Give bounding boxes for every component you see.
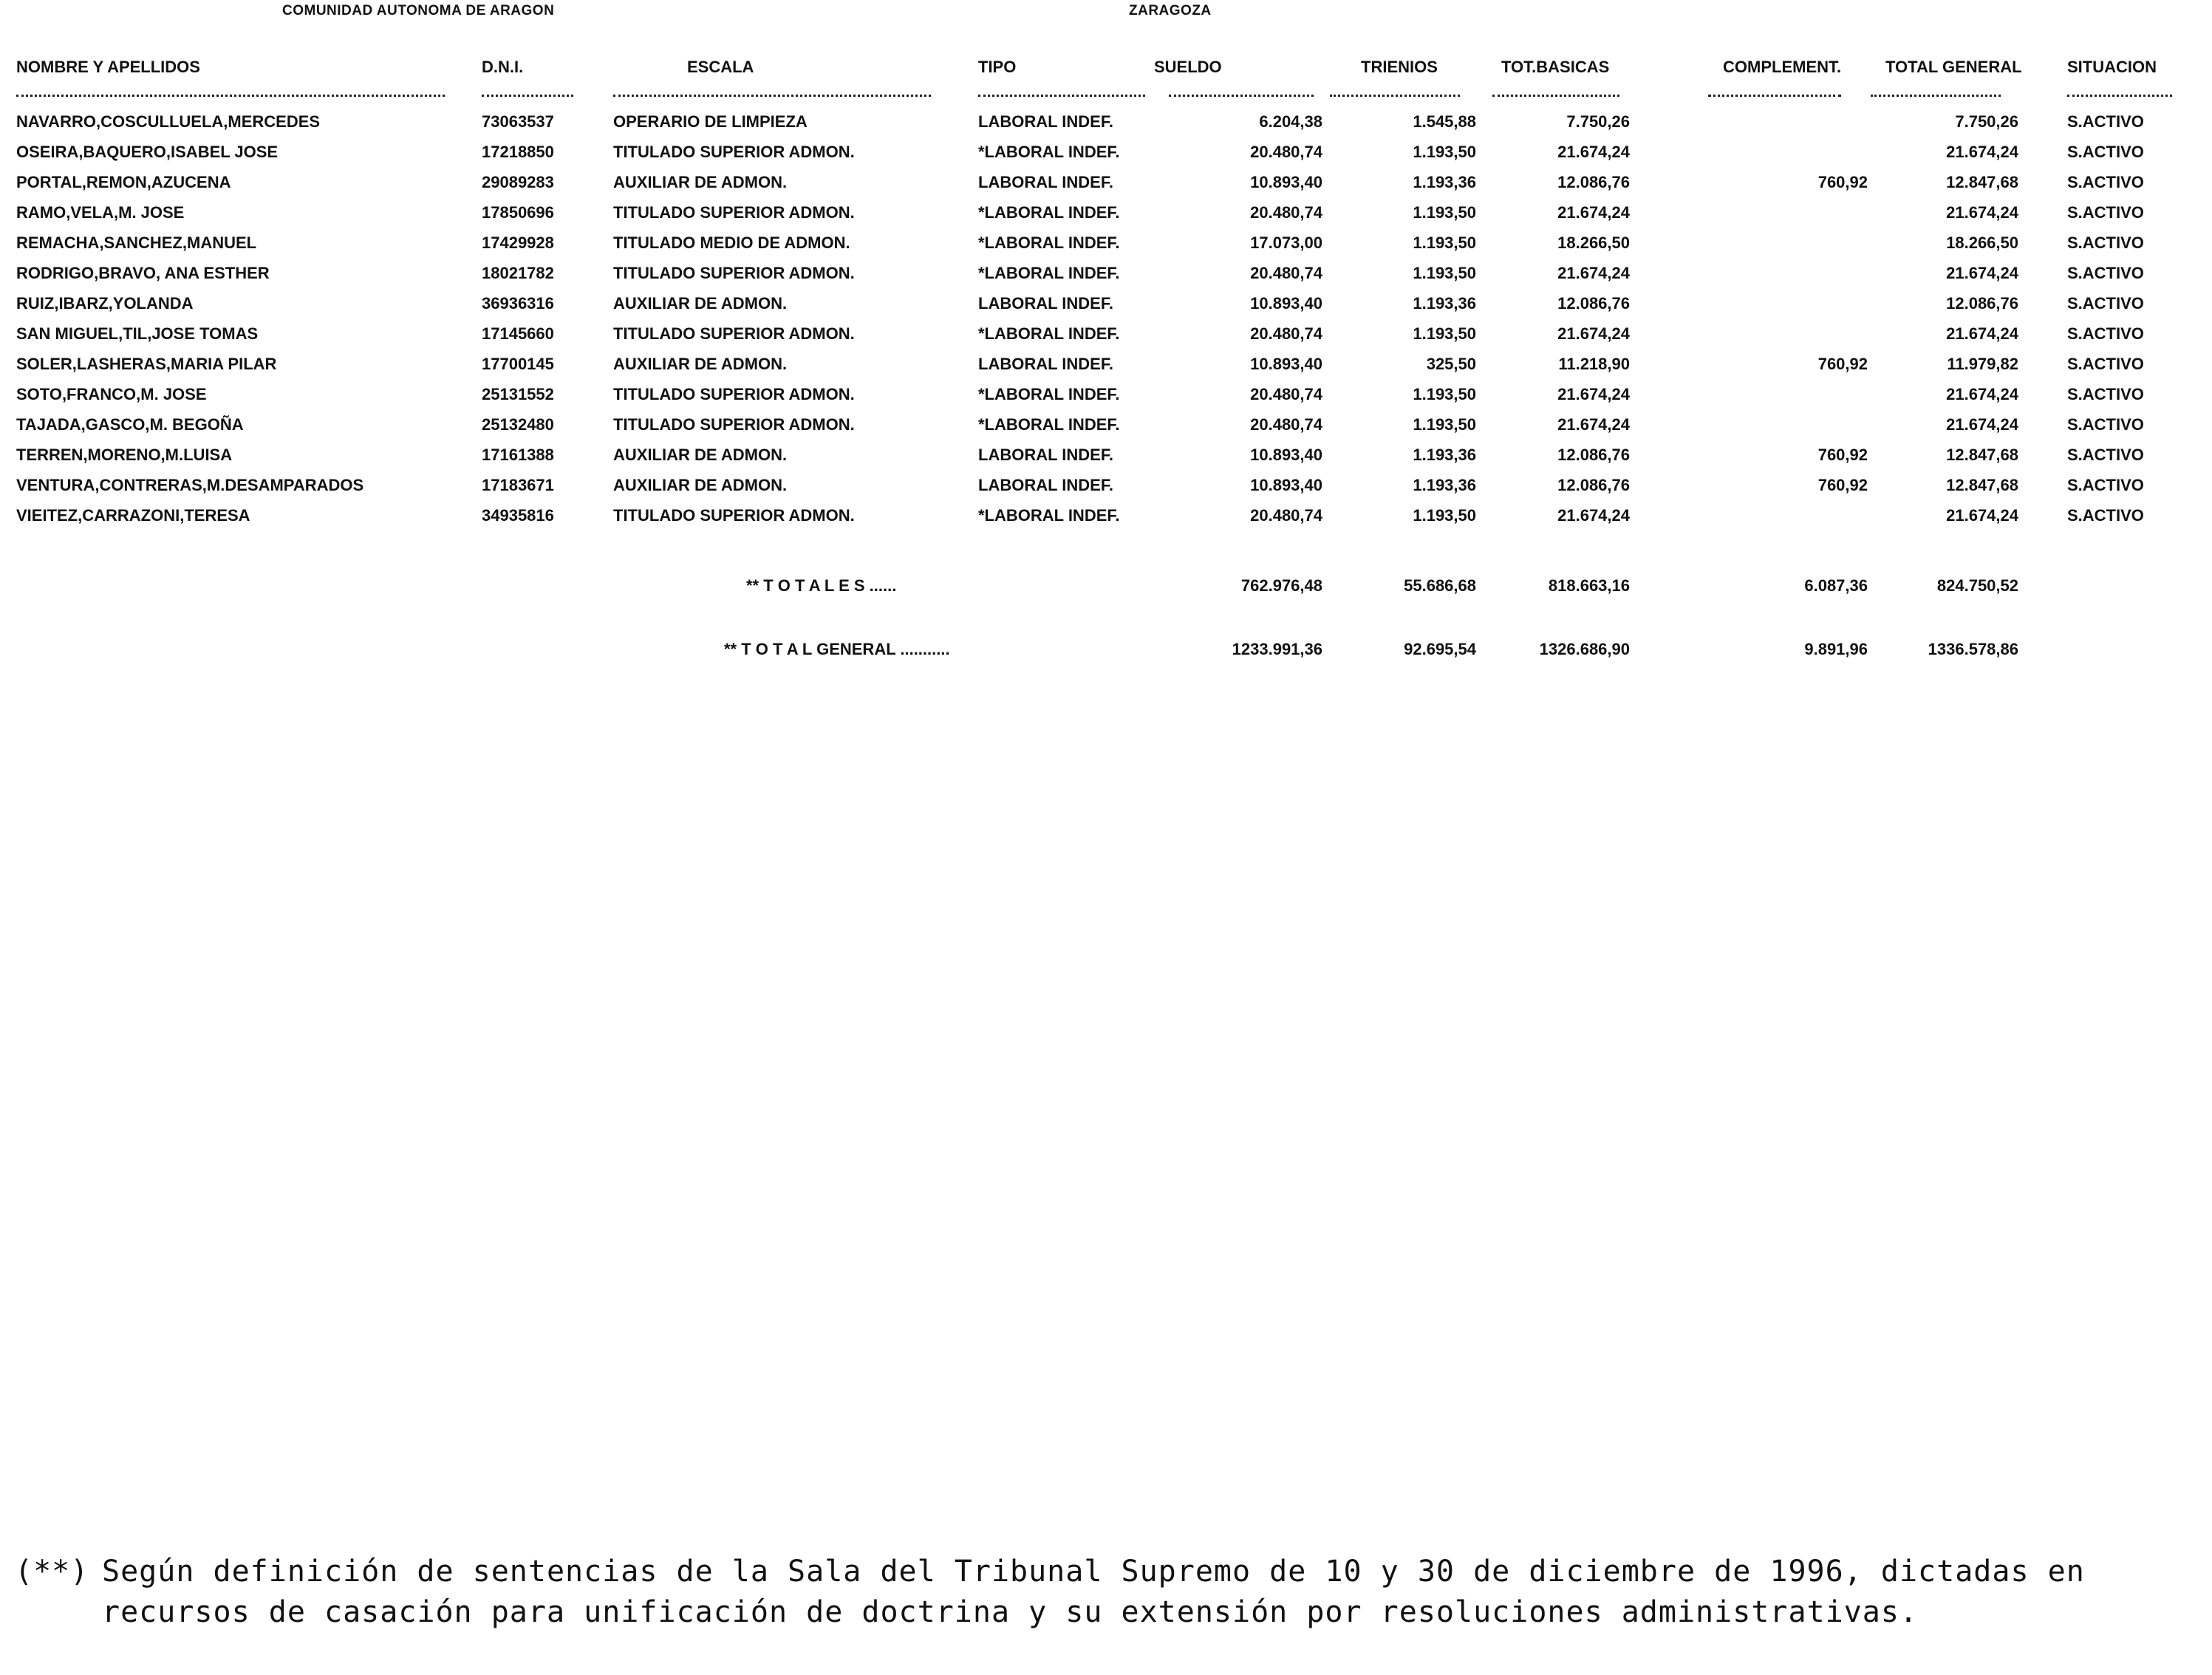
- cell-tipo: *LABORAL INDEF.: [978, 233, 1120, 252]
- cell-tipo: *LABORAL INDEF.: [978, 203, 1120, 222]
- cell-sueldo: 20.480,74: [1250, 506, 1322, 525]
- cell-sueldo: 20.480,74: [1250, 385, 1322, 403]
- column-header-name: NOMBRE Y APELLIDOS: [16, 58, 200, 76]
- column-header-sueldo: SUELDO: [1154, 58, 1222, 76]
- cell-tipo: LABORAL INDEF.: [978, 476, 1113, 494]
- cell-dni: 36936316: [482, 294, 554, 313]
- cell-dni: 73063537: [482, 112, 554, 131]
- cell-situacion: S.ACTIVO: [2067, 264, 2144, 282]
- cell-trienios: 1.193,50: [1413, 506, 1476, 525]
- staff-table: [16, 44, 2196, 536]
- cell-total-general: 21.674,24: [1946, 143, 2018, 161]
- cell-tipo: *LABORAL INDEF.: [978, 324, 1120, 343]
- underline-situacion: [2067, 95, 2172, 97]
- column-header-escala: ESCALA: [687, 58, 754, 76]
- table-row: [16, 355, 2196, 385]
- cell-sueldo: 20.480,74: [1250, 264, 1322, 282]
- cell-situacion: S.ACTIVO: [2067, 294, 2144, 313]
- cell-tipo: LABORAL INDEF.: [978, 355, 1113, 373]
- cell-situacion: S.ACTIVO: [2067, 112, 2144, 131]
- cell-name: NAVARRO,COSCULLUELA,MERCEDES: [16, 112, 321, 131]
- cell-tipo: *LABORAL INDEF.: [978, 385, 1120, 403]
- cell-complement: 760,92: [1817, 355, 1868, 373]
- table-row: [16, 143, 2196, 173]
- cell-dni: 17183671: [482, 476, 554, 494]
- cell-dni: 25131552: [482, 385, 554, 403]
- cell-total-general: 12.847,68: [1946, 173, 2018, 191]
- cell-tipo: LABORAL INDEF.: [978, 112, 1113, 131]
- underline-name: [16, 95, 445, 97]
- table-row: [16, 385, 2196, 415]
- cell-total-general: 12.086,76: [1946, 294, 2018, 313]
- cell-tot-basicas: 21.674,24: [1557, 143, 1630, 161]
- cell-trienios: 1.193,36: [1413, 294, 1476, 313]
- cell-total-general: 21.674,24: [1946, 203, 2018, 222]
- cell-name: SOLER,LASHERAS,MARIA PILAR: [16, 355, 277, 373]
- underline-sueldo: [1169, 95, 1314, 97]
- cell-name: TERREN,MORENO,M.LUISA: [16, 446, 233, 464]
- cell-trienios: 1.193,50: [1413, 264, 1476, 282]
- cell-sueldo: 10.893,40: [1250, 446, 1322, 464]
- cell-sueldo: 20.480,74: [1250, 415, 1322, 434]
- underline-trienios: [1330, 95, 1460, 97]
- cell-trienios: 1.193,36: [1413, 173, 1476, 191]
- totals-label: ** T O T A L E S ......: [746, 576, 897, 595]
- table-row: [16, 506, 2196, 536]
- cell-dni: 34935816: [482, 506, 554, 525]
- cell-tipo: LABORAL INDEF.: [978, 294, 1113, 313]
- cell-name: RODRIGO,BRAVO, ANA ESTHER: [16, 264, 270, 282]
- cell-situacion: S.ACTIVO: [2067, 415, 2144, 434]
- cell-tipo: *LABORAL INDEF.: [978, 143, 1120, 161]
- cell-situacion: S.ACTIVO: [2067, 143, 2144, 161]
- cell-situacion: S.ACTIVO: [2067, 355, 2144, 373]
- cell-name: OSEIRA,BAQUERO,ISABEL JOSE: [16, 143, 279, 161]
- grand-total-total-general: 1336.578,86: [1928, 640, 2018, 658]
- totals-tot-basicas: 818.663,16: [1548, 576, 1630, 595]
- report-header-left: COMUNIDAD AUTONOMA DE ARAGON: [282, 3, 555, 18]
- table-row: [16, 112, 2196, 143]
- cell-escala: AUXILIAR DE ADMON.: [613, 173, 788, 191]
- cell-sueldo: 10.893,40: [1250, 476, 1322, 494]
- cell-dni: 18021782: [482, 264, 554, 282]
- cell-name: SOTO,FRANCO,M. JOSE: [16, 385, 207, 403]
- cell-total-general: 21.674,24: [1946, 415, 2018, 434]
- footnote-text: Según definición de sentencias de la Sala del Tribunal Supremo de 10 y 30 de diciembre de 1996, dictadas en recursos de casación para unificación de doctrina y su extensión por resoluciones administrativas.: [102, 1555, 2085, 1629]
- cell-sueldo: 17.073,00: [1250, 233, 1322, 252]
- grand-total-label: ** T O T A L GENERAL ...........: [724, 640, 950, 658]
- cell-tot-basicas: 12.086,76: [1557, 294, 1630, 313]
- cell-tot-basicas: 11.218,90: [1558, 355, 1630, 373]
- cell-sueldo: 10.893,40: [1250, 355, 1322, 373]
- underline-complement: [1708, 95, 1841, 97]
- cell-dni: 17218850: [482, 143, 554, 161]
- cell-sueldo: 20.480,74: [1250, 324, 1322, 343]
- cell-total-general: 12.847,68: [1946, 446, 2018, 464]
- cell-tipo: LABORAL INDEF.: [978, 173, 1113, 191]
- cell-situacion: S.ACTIVO: [2067, 233, 2144, 252]
- underline-dni: [482, 95, 573, 97]
- cell-total-general: 21.674,24: [1946, 324, 2018, 343]
- cell-dni: 25132480: [482, 415, 554, 434]
- cell-tot-basicas: 21.674,24: [1557, 203, 1630, 222]
- cell-escala: AUXILIAR DE ADMON.: [613, 476, 788, 494]
- cell-sueldo: 20.480,74: [1250, 143, 1322, 161]
- cell-name: PORTAL,REMON,AZUCENA: [16, 173, 231, 191]
- cell-tot-basicas: 21.674,24: [1557, 264, 1630, 282]
- column-header-total-general: TOTAL GENERAL: [1885, 58, 2022, 76]
- cell-tot-basicas: 21.674,24: [1557, 385, 1630, 403]
- cell-tot-basicas: 12.086,76: [1557, 476, 1630, 494]
- cell-escala: OPERARIO DE LIMPIEZA: [613, 112, 808, 131]
- grand-total-tot-basicas: 1326.686,90: [1539, 640, 1630, 658]
- cell-name: RAMO,VELA,M. JOSE: [16, 203, 185, 222]
- totals-trienios: 55.686,68: [1404, 576, 1476, 595]
- cell-name: VENTURA,CONTRERAS,M.DESAMPARADOS: [16, 476, 364, 494]
- cell-trienios: 1.193,50: [1413, 415, 1476, 434]
- cell-trienios: 325,50: [1426, 355, 1476, 373]
- cell-escala: TITULADO SUPERIOR ADMON.: [613, 415, 855, 434]
- cell-dni: 29089283: [482, 173, 554, 191]
- footnote-mark: (**): [15, 1555, 89, 1589]
- cell-situacion: S.ACTIVO: [2067, 506, 2144, 525]
- cell-total-general: 12.847,68: [1946, 476, 2018, 494]
- cell-dni: 17429928: [482, 233, 554, 252]
- cell-sueldo: 20.480,74: [1250, 203, 1322, 222]
- table-row: [16, 324, 2196, 355]
- header-underline-row: [16, 87, 2196, 112]
- cell-trienios: 1.193,36: [1413, 446, 1476, 464]
- underline-total-general: [1871, 95, 2001, 97]
- cell-trienios: 1.193,50: [1413, 324, 1476, 343]
- cell-trienios: 1.193,50: [1413, 143, 1476, 161]
- cell-tot-basicas: 21.674,24: [1557, 415, 1630, 434]
- cell-escala: TITULADO SUPERIOR ADMON.: [613, 385, 855, 403]
- cell-situacion: S.ACTIVO: [2067, 203, 2144, 222]
- cell-dni: 17161388: [482, 446, 554, 464]
- column-header-tipo: TIPO: [978, 58, 1017, 76]
- cell-tipo: *LABORAL INDEF.: [978, 415, 1120, 434]
- cell-escala: TITULADO SUPERIOR ADMON.: [613, 324, 855, 343]
- column-header-trienios: TRIENIOS: [1361, 58, 1438, 76]
- cell-tot-basicas: 21.674,24: [1557, 324, 1630, 343]
- cell-situacion: S.ACTIVO: [2067, 446, 2144, 464]
- cell-total-general: 21.674,24: [1946, 264, 2018, 282]
- cell-situacion: S.ACTIVO: [2067, 385, 2144, 403]
- cell-name: VIEITEZ,CARRAZONI,TERESA: [16, 506, 250, 525]
- cell-escala: TITULADO SUPERIOR ADMON.: [613, 264, 855, 282]
- cell-tipo: *LABORAL INDEF.: [978, 264, 1120, 282]
- cell-escala: TITULADO SUPERIOR ADMON.: [613, 143, 855, 161]
- cell-escala: TITULADO MEDIO DE ADMON.: [613, 233, 850, 252]
- cell-dni: 17850696: [482, 203, 554, 222]
- totals-total-general: 824.750,52: [1936, 576, 2018, 595]
- cell-tipo: *LABORAL INDEF.: [978, 506, 1120, 525]
- table-row: [16, 446, 2196, 476]
- column-header-dni: D.N.I.: [482, 58, 524, 76]
- underline-tipo: [978, 95, 1145, 97]
- cell-trienios: 1.545,88: [1413, 112, 1476, 131]
- cell-situacion: S.ACTIVO: [2067, 324, 2144, 343]
- cell-trienios: 1.193,36: [1413, 476, 1476, 494]
- cell-name: REMACHA,SANCHEZ,MANUEL: [16, 233, 257, 252]
- table-row: [16, 203, 2196, 233]
- grand-total-sueldo: 1233.991,36: [1232, 640, 1322, 658]
- table-row: [16, 233, 2196, 264]
- totals-complement: 6.087,36: [1804, 576, 1868, 595]
- cell-sueldo: 6.204,38: [1259, 112, 1322, 131]
- cell-situacion: S.ACTIVO: [2067, 173, 2144, 191]
- cell-complement: 760,92: [1817, 446, 1868, 464]
- cell-tipo: LABORAL INDEF.: [978, 446, 1113, 464]
- cell-tot-basicas: 18.266,50: [1557, 233, 1630, 252]
- report-header-center: ZARAGOZA: [1129, 3, 1212, 18]
- cell-escala: AUXILIAR DE ADMON.: [613, 355, 788, 373]
- cell-trienios: 1.193,50: [1413, 385, 1476, 403]
- cell-sueldo: 10.893,40: [1250, 173, 1322, 191]
- cell-escala: TITULADO SUPERIOR ADMON.: [613, 506, 855, 525]
- table-row: [16, 415, 2196, 446]
- cell-tot-basicas: 12.086,76: [1557, 446, 1630, 464]
- table-row: [16, 294, 2196, 324]
- cell-tot-basicas: 12.086,76: [1557, 173, 1630, 191]
- cell-dni: 17700145: [482, 355, 554, 373]
- table-row: [16, 476, 2196, 506]
- table-body: [16, 112, 2196, 536]
- cell-escala: AUXILIAR DE ADMON.: [613, 446, 788, 464]
- cell-total-general: 21.674,24: [1946, 506, 2018, 525]
- cell-dni: 17145660: [482, 324, 554, 343]
- cell-name: SAN MIGUEL,TIL,JOSE TOMAS: [16, 324, 259, 343]
- underline-tot-basicas: [1492, 95, 1619, 97]
- cell-total-general: 11.979,82: [1947, 355, 2018, 373]
- grand-total-trienios: 92.695,54: [1404, 640, 1476, 658]
- totals-sueldo: 762.976,48: [1240, 576, 1322, 595]
- column-header-situacion: SITUACION: [2067, 58, 2157, 76]
- column-header-tot-basicas: TOT.BASICAS: [1501, 58, 1610, 76]
- grand-total-complement: 9.891,96: [1804, 640, 1868, 658]
- underline-escala: [613, 95, 931, 97]
- cell-total-general: 18.266,50: [1946, 233, 2018, 252]
- cell-trienios: 1.193,50: [1413, 233, 1476, 252]
- cell-tot-basicas: 7.750,26: [1566, 112, 1630, 131]
- cell-complement: 760,92: [1817, 173, 1868, 191]
- cell-name: RUIZ,IBARZ,YOLANDA: [16, 294, 194, 313]
- cell-situacion: S.ACTIVO: [2067, 476, 2144, 494]
- cell-sueldo: 10.893,40: [1250, 294, 1322, 313]
- table-row: [16, 173, 2196, 203]
- cell-total-general: 7.750,26: [1955, 112, 2018, 131]
- cell-escala: TITULADO SUPERIOR ADMON.: [613, 203, 855, 222]
- cell-complement: 760,92: [1817, 476, 1868, 494]
- cell-tot-basicas: 21.674,24: [1557, 506, 1630, 525]
- cell-trienios: 1.193,50: [1413, 203, 1476, 222]
- cell-name: TAJADA,GASCO,M. BEGOÑA: [16, 415, 244, 434]
- cell-escala: AUXILIAR DE ADMON.: [613, 294, 788, 313]
- cell-total-general: 21.674,24: [1946, 385, 2018, 403]
- column-header-complement: COMPLEMENT.: [1723, 58, 1842, 76]
- table-row: [16, 264, 2196, 294]
